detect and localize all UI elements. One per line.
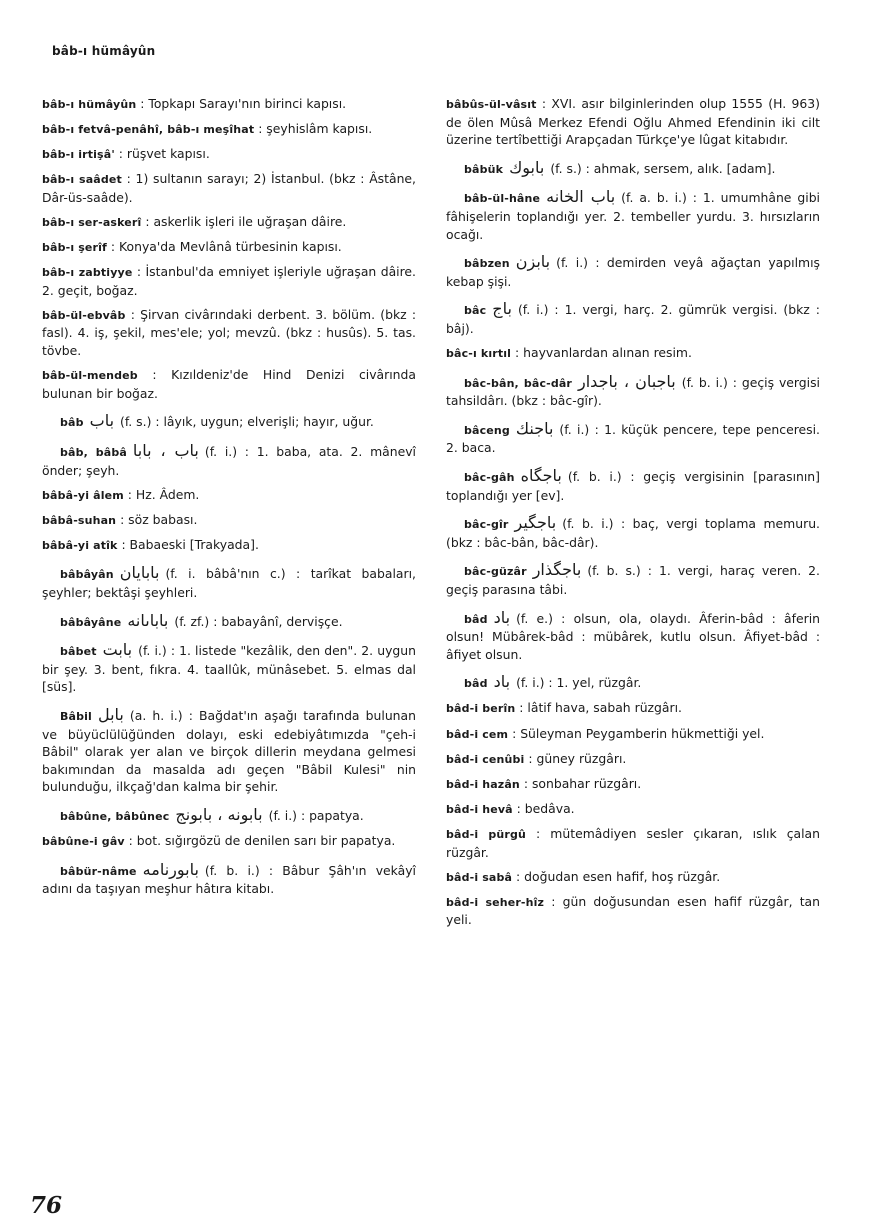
entry-arabic-script: بابورنامه <box>142 859 199 879</box>
dictionary-entry <box>446 420 820 457</box>
dictionary-entry <box>42 120 416 139</box>
entry-definition: : hayvanlardan alınan resim. <box>511 345 692 361</box>
entry-arabic-script: باباىانه <box>127 610 169 630</box>
entry-arabic-script: باد <box>493 672 511 692</box>
dictionary-entry <box>446 673 820 693</box>
entry-arabic-script: باجگذار <box>532 560 582 580</box>
entry-definition: (f. e.) : olsun, ola, olaydı. Âferin-bâd : âferin olsun! Mübârek-bâd : mübârek, kutlu olsun. Âfiyet-bâd : âfiyet olsun. <box>446 610 820 662</box>
dictionary-entry <box>42 306 416 360</box>
entry-headword: bâbûne, bâbûnec <box>60 809 170 823</box>
dictionary-entry <box>42 213 416 232</box>
dictionary-entry <box>42 366 416 402</box>
dictionary-entry <box>446 775 820 794</box>
entry-headword: bâb-ı ser-askerî <box>42 215 142 229</box>
dictionary-entry <box>446 800 820 819</box>
entry-arabic-script: بابزن <box>515 252 551 272</box>
dictionary-entry <box>446 750 820 769</box>
entry-headword: bâb-ül-hâne <box>464 192 541 206</box>
dictionary-entry <box>446 373 820 410</box>
dictionary-entry <box>42 238 416 257</box>
entry-definition: : askerlik işleri ile uğraşan dâire. <box>141 213 347 229</box>
entry-definition: : XVI. asır bilginlerinden olup 1555 (H. 963) de ölen Mûsâ Merkez Efendi Oğlu Ahmed Efendinin iki cilt üzerine tertîbettiği Arapçadan Türkçe'ye lûgat kitabıdır. <box>446 96 820 148</box>
entry-headword: bâb-ı şerîf <box>42 241 107 255</box>
entry-headword: bâbâ-suhan <box>42 513 117 527</box>
entry-definition: (f. b. i.) : baç, vergi toplama memuru. (bkz : bâc-bân, bâc-dâr). <box>446 516 820 550</box>
entry-definition: (f. i.) : 1. baba, ata. 2. mânevî önder; şeyh. <box>42 443 417 478</box>
entry-headword: bâd-i hevâ <box>446 802 513 816</box>
entry-definition: (f. i.) : demirden veyâ ağaçtan yapılmış kebap şişi. <box>446 255 820 289</box>
entry-arabic-script: باب الخانه <box>546 187 616 207</box>
entry-definition: (f. b. i.) : geçiş vergisinin [parasının] toplandığı yer [ev]. <box>446 469 820 503</box>
dictionary-entry <box>42 412 416 432</box>
dictionary-entry <box>42 95 416 114</box>
dictionary-entry <box>42 806 416 826</box>
dictionary-entry <box>446 825 820 861</box>
entry-headword: bâceng <box>464 423 510 437</box>
entry-definition: : doğudan esen hafif, hoş rüzgâr. <box>512 868 721 884</box>
right-column <box>446 95 820 935</box>
entry-headword: bâd-i seher-hîz <box>446 895 545 909</box>
dictionary-entry <box>446 609 820 664</box>
entry-definition: (f. zf.) : babayânî, dervişçe. <box>174 613 343 629</box>
entry-definition: : İstanbul'da emniyet işleriyle uğraşan dâire. 2. geçit, boğaz. <box>42 264 416 298</box>
entry-headword: bâd-i sabâ <box>446 870 513 884</box>
entry-definition: : Topkapı Sarayı'nın birinci kapısı. <box>136 96 347 111</box>
entry-definition: (f. a. b. i.) : 1. umumhâne gibi fâhişelerin toplandığı yer. 2. tembeller yurdu. 3. hırsızların ocağı. <box>446 190 820 242</box>
dictionary-entry <box>446 159 820 179</box>
dictionary-entry <box>42 442 416 479</box>
dictionary-entry <box>42 641 416 696</box>
entry-definition: (f. i.) : 1. listede "kezâlik, den den". 2. uygun bir şey. 3. bent, fıkra. 4. taallûk, münâsebet. 5. elmas dal [süs]. <box>42 643 416 695</box>
entry-headword: bâb-ı saâdet <box>42 173 122 187</box>
entry-arabic-script: بابوك <box>509 157 545 177</box>
dictionary-entry <box>42 536 416 555</box>
entry-definition: : lâtif hava, sabah rüzgârı. <box>515 700 682 716</box>
entry-definition: : bedâva. <box>512 800 575 816</box>
entry-headword: bâbâ-yi âlem <box>42 488 124 502</box>
entry-arabic-script: باجبان ، باجدار <box>578 371 676 391</box>
entry-definition: : şeyhislâm kapısı. <box>254 121 373 137</box>
entry-arabic-script: باب ، بابا <box>132 440 199 460</box>
entry-headword: bâbâ-yi atîk <box>42 538 118 552</box>
dictionary-entry <box>446 253 820 290</box>
dictionary-entry <box>42 564 416 601</box>
entry-headword: bâc-gâh <box>464 471 515 484</box>
entry-definition: : Konya'da Mevlânâ türbesinin kapısı. <box>106 239 342 255</box>
entry-definition: : söz babası. <box>116 511 198 527</box>
entry-definition: (f. s.) : lâyık, uygun; elverişli; hayır, uğur. <box>120 414 374 430</box>
entry-headword: bâb-ül-ebvâb <box>42 308 126 322</box>
entry-arabic-script: باجگير <box>514 513 557 533</box>
dictionary-entry <box>42 511 416 530</box>
entry-definition: (f. b. i.) : Bâbur Şâh'ın vekâyî adını da taşıyan meşhur hâtıra kitabı. <box>42 862 416 897</box>
entry-headword: bâb-ı zabtiyye <box>42 266 133 280</box>
entry-arabic-script: بابونه ، بابونج <box>175 804 263 824</box>
entry-headword: bâd-i berîn <box>446 702 516 716</box>
entry-headword: bâb-ı hümâyûn <box>42 98 137 111</box>
entry-headword: bâd-i cenûbi <box>446 752 525 766</box>
entry-definition: : sonbahar rüzgârı. <box>519 775 642 791</box>
entry-definition: : mütemâdiyen sesler çıkaran, ıslık çalan rüzgâr. <box>446 825 820 860</box>
entry-definition: : Hz. Âdem. <box>123 486 200 502</box>
entry-definition: (a. h. i.) : Bağdat'ın aşağı tarafında bulunan ve büyüclülüğünden dolayı, eski edebiyâtımızda "çeh-i Bâbil" olarak yer alan ve birçok dillerin meydana gelmesi bakımından da masalda adı geçen "Bâbil Kulesi" nin bulunduğu, ilkçağ'dan kalma bir şehir. <box>42 707 416 795</box>
entry-headword: bâbûne-i gâv <box>42 835 125 848</box>
entry-arabic-script: باب <box>89 411 115 431</box>
entry-headword: bâc-bân, bâc-dâr <box>464 376 572 390</box>
entry-arabic-script: باجگاه <box>520 466 562 485</box>
entry-headword: bâb, bâbâ <box>60 445 127 459</box>
entry-definition: (f. i.) : 1. vergi, harç. 2. gümrük vergisi. (bkz : bâj). <box>446 302 820 336</box>
entry-definition: (f. i. bâbâ'nın c.) : tarîkat babaları, şeyhler; bektâşi şeyhleri. <box>42 566 416 600</box>
entry-definition: (f. i.) : papatya. <box>268 807 364 823</box>
dictionary-entry <box>446 514 820 551</box>
entry-headword: bâd-i pürgû <box>446 827 526 841</box>
entry-headword: bâbâyâne <box>60 615 122 629</box>
entry-definition: (f. i.) : 1. küçük pencere, tepe penceresi. 2. baca. <box>446 421 820 456</box>
entry-headword: Bâbil <box>60 709 92 723</box>
entry-definition: : Süleyman Peygamberin hükmettiği yel. <box>508 725 765 741</box>
dictionary-entry <box>42 170 416 206</box>
entry-headword: bâbzen <box>464 257 510 271</box>
entry-arabic-script: بابت <box>102 640 133 660</box>
dictionary-entry <box>446 893 820 929</box>
entry-headword: bâb-ı fetvâ-penâhî, bâb-ı meşîhat <box>42 123 255 137</box>
entry-definition: : Şirvan civârındaki derbent. 3. bölüm. (bkz : fasl). 4. iş, şekil, mes'ele; yol; mevzû. (bkz : husûs). 5. tas. tövbe. <box>42 306 416 359</box>
entry-definition: : bot. sığırgözü de denilen sarı bir papatya. <box>124 833 396 848</box>
entry-definition: (f. b. i.) : geçiş vergisi tahsildârı. (bkz : bâc-gîr). <box>446 374 820 409</box>
entry-arabic-script: باجنك <box>515 418 554 438</box>
entry-headword: bâd <box>464 677 488 691</box>
dictionary-entry <box>446 725 820 744</box>
entry-definition: (f. s.) : ahmak, sersem, alık. [adam]. <box>550 160 776 176</box>
entry-headword: bâb <box>60 416 84 430</box>
entry-headword: bâc-ı kırtıl <box>446 347 512 361</box>
entry-headword: bâb-ı irtişâ' <box>42 148 115 162</box>
dictionary-entry <box>446 344 820 363</box>
dictionary-entry <box>42 861 416 898</box>
dictionary-entry <box>42 263 416 299</box>
entry-definition: : rüşvet kapısı. <box>114 146 210 162</box>
page-number: 76 <box>30 1192 63 1219</box>
dictionary-entry <box>42 832 416 851</box>
running-head: bâb-ı hümâyûn <box>52 44 156 58</box>
entry-headword: bâbûs-ül-vâsıt <box>446 98 537 111</box>
entry-headword: bâd <box>464 612 488 626</box>
dictionary-entry <box>446 467 820 504</box>
entry-headword: bâbâyân <box>60 568 114 582</box>
dictionary-entry <box>446 699 820 718</box>
entry-headword: bâc <box>464 304 487 318</box>
entry-definition: : Babaeski [Trakyada]. <box>117 536 259 552</box>
entry-definition: (f. b. s.) : 1. vergi, haraç veren. 2. geçiş parasına tâbi. <box>446 563 820 597</box>
entry-headword: bâd-i hazân <box>446 777 520 791</box>
entry-headword: bâc-gîr <box>464 518 509 532</box>
entry-arabic-script: باج <box>492 299 512 319</box>
dictionary-entry <box>446 300 820 337</box>
entry-definition: : 1) sultanın sarayı; 2) İstanbul. (bkz : Âstâne, Dâr-üs-saâde). <box>42 171 416 205</box>
entry-headword: bâbür-nâme <box>60 864 137 878</box>
dictionary-entry <box>42 612 416 632</box>
dictionary-entry <box>42 486 416 505</box>
entry-headword: bâd-i cem <box>446 727 509 741</box>
dictionary-entry <box>446 561 820 598</box>
entry-headword: bâc-güzâr <box>464 565 527 579</box>
entry-arabic-script: باد <box>493 607 511 627</box>
entry-definition: : güney rüzgârı. <box>524 750 627 766</box>
dictionary-entry <box>446 95 820 149</box>
entry-arabic-script: بابل <box>97 704 124 724</box>
dictionary-entry <box>42 706 416 796</box>
entry-arabic-script: بابايان <box>119 563 160 583</box>
dictionary-entry <box>42 145 416 164</box>
entry-headword: bâb-ül-mendeb <box>42 369 138 383</box>
entry-definition: : gün doğusundan esen hafif rüzgâr, tan yeli. <box>446 893 820 928</box>
left-column <box>42 95 416 904</box>
entry-headword: bâbet <box>60 645 97 659</box>
entry-definition: : Kızıldeniz'de Hind Denizi civârında bulunan bir boğaz. <box>42 367 416 401</box>
entry-definition: (f. i.) : 1. yel, rüzgâr. <box>516 675 642 691</box>
entry-headword: bâbük <box>464 162 504 176</box>
dictionary-entry <box>446 188 820 243</box>
dictionary-entry <box>446 868 820 887</box>
